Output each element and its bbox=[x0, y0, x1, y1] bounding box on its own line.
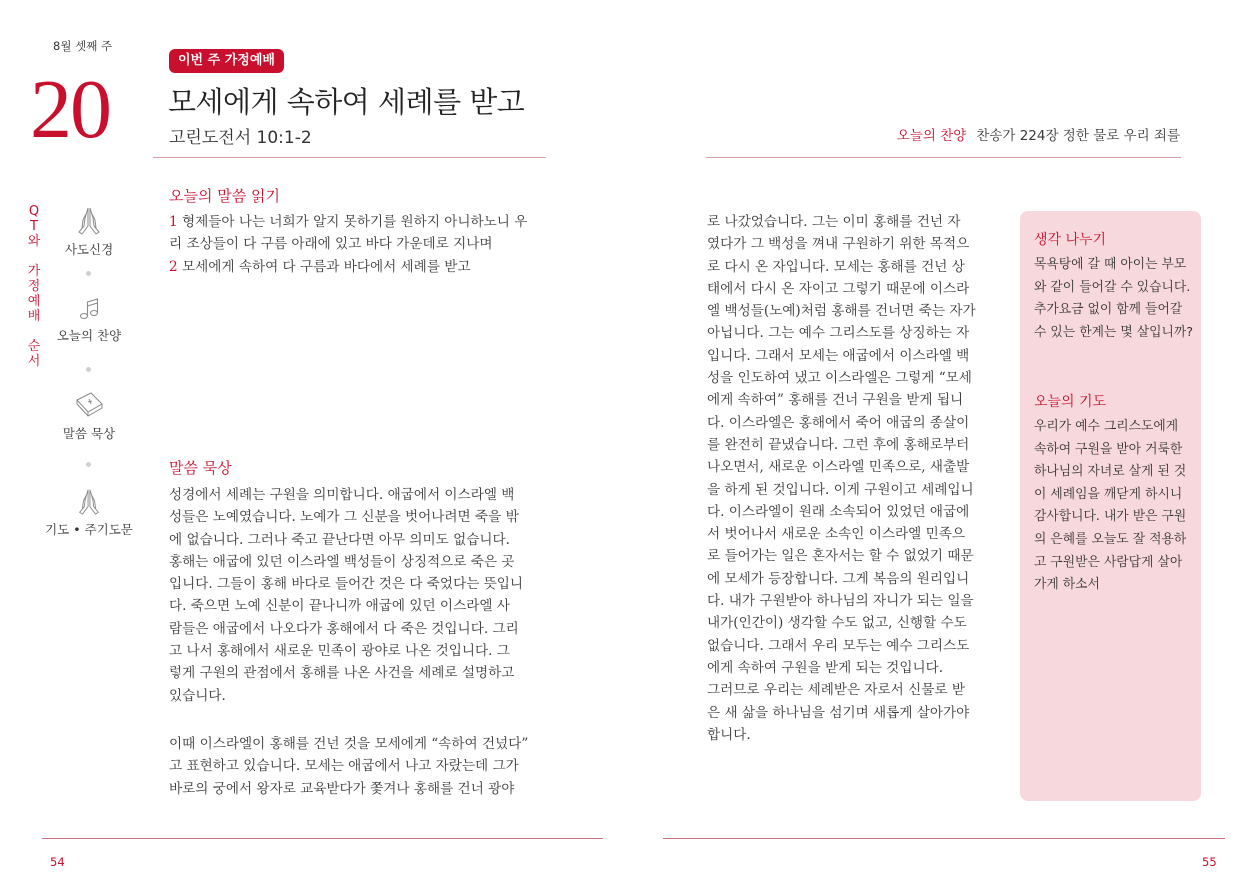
body-line: 엘 백성들(노예)처럼 홍해를 건너면 죽는 자가 bbox=[707, 303, 976, 320]
bible-icon bbox=[73, 390, 105, 420]
body-line: 에게 속하여” 홍해를 건너 구원을 받게 됩니 bbox=[707, 392, 964, 409]
body-line: 아닙니다. 그는 예수 그리스도를 상징하는 자 bbox=[707, 325, 970, 342]
body-line: 에 없습니다. 그러나 죽고 끝난다면 아무 의미도 없습니다. bbox=[169, 531, 510, 548]
scripture-reference: 고린도전서 10:1-2 bbox=[169, 128, 312, 148]
body-line: 서 벗어나서 새로운 소속인 이스라엘 민족으 bbox=[707, 526, 965, 543]
body-line: 다. 이스라엘은 홍해에서 죽어 애굽의 종살이 bbox=[707, 414, 970, 431]
body-line: 그러므로 우리는 세례받은 자로서 신물로 받 bbox=[707, 682, 965, 699]
body-line: 있습니다. bbox=[169, 687, 226, 704]
body-line: 나오면서, 새로운 이스라엘 민족으로, 새출발 bbox=[707, 459, 970, 476]
sidebar-item-label: 오늘의 찬양 bbox=[56, 328, 122, 343]
box-line: 우리가 예수 그리스도에게 bbox=[1034, 419, 1179, 434]
sidebar-item-hymn bbox=[44, 296, 134, 344]
footer-rule-left bbox=[42, 838, 603, 839]
todays-hymn bbox=[897, 124, 1180, 144]
body-line: 입니다. 그들이 홍해 바다로 들어간 것은 다 죽었다는 뜻입니 bbox=[169, 576, 524, 593]
verse-line bbox=[169, 211, 527, 233]
verse-text: 모세에게 속하여 다 구름과 바다에서 세례를 받고 bbox=[177, 258, 471, 275]
page-number-right: 55 bbox=[1202, 855, 1217, 869]
week-label: 8월 셋째 주 bbox=[53, 39, 113, 53]
sidebar-item-label: 사도신경 bbox=[64, 242, 114, 257]
vertical-label-char: 순 bbox=[27, 339, 41, 354]
body-line: 렇게 구원의 관점에서 홍해를 나온 사건을 세례로 설명하고 bbox=[169, 665, 515, 682]
header-rule-right bbox=[706, 157, 1181, 158]
body-line: 로 다시 온 자입니다. 모세는 홍해를 건넌 상 bbox=[707, 258, 965, 275]
meditation-paragraph-1 bbox=[169, 484, 523, 707]
box-line: 속하여 구원을 받아 거룩한 bbox=[1034, 441, 1183, 457]
meditation-heading: 말씀 묵상 bbox=[169, 459, 232, 477]
sidebar-item-prayer bbox=[44, 486, 134, 538]
page-title: 모세에게 속하여 세례를 받고 bbox=[168, 85, 525, 119]
box-line: 이 세례임을 깨닫게 하시니 bbox=[1034, 486, 1183, 502]
box-line: 가게 하소서 bbox=[1034, 577, 1100, 593]
box-line: 수 있는 한계는 몇 살입니까? bbox=[1034, 324, 1194, 340]
verse-number: 2 bbox=[169, 258, 178, 275]
praying-hands-icon bbox=[74, 486, 104, 516]
body-line: 을 하게 된 것입니다. 이게 구원이고 세례입니 bbox=[707, 481, 974, 498]
box-line: 와 같이 들어갈 수 있습니다. bbox=[1034, 279, 1191, 295]
body-line: 에 모세가 등장합니다. 그게 복음의 원리입니 bbox=[707, 570, 970, 587]
sidebar-dot bbox=[86, 367, 91, 372]
praying-hands-icon bbox=[74, 204, 104, 236]
sharing-text bbox=[1034, 254, 1193, 344]
hymn-label: 오늘의 찬양 bbox=[896, 128, 967, 144]
box-line: 하나님의 자녀로 살게 된 것 bbox=[1034, 464, 1187, 480]
body-line: 태에서 다시 온 자이고 그렇기 때문에 이스라 bbox=[707, 280, 970, 297]
sidebar-dot bbox=[86, 271, 91, 276]
sidebar-dot bbox=[86, 462, 91, 467]
body-line: 를 완전히 끝냈습니다. 그런 후에 홍해로부터 bbox=[707, 436, 970, 453]
body-line: 로 나갔었습니다. 그는 이미 홍해를 건넌 자 bbox=[707, 214, 961, 230]
vertical-label-char: 서 bbox=[27, 354, 41, 369]
body-line: 고 나서 홍해에서 새로운 민족이 광야로 나온 것입니다. 그 bbox=[169, 643, 510, 660]
box-line: 목욕탕에 갈 때 아이는 부모 bbox=[1034, 257, 1187, 272]
page-number-left: 54 bbox=[50, 855, 65, 869]
body-line: 바로의 궁에서 왕자로 교육받다가 쫓겨나 홍해를 건너 광야 bbox=[169, 780, 515, 797]
header-rule-left bbox=[153, 157, 546, 158]
body-line: 다. 내가 구원받아 하나님의 자니가 되는 일을 bbox=[707, 593, 974, 610]
vertical-section-label bbox=[27, 204, 41, 369]
body-line: 람들은 애굽에서 나오다가 홍해에서 다 죽은 것입니다. 그리 bbox=[169, 620, 519, 637]
body-line: 입니다. 그래서 모세는 애굽에서 이스라엘 백 bbox=[707, 347, 970, 364]
body-line: 에게 속하여 구원을 받게 되는 것입니다. bbox=[707, 659, 944, 676]
meditation-continued bbox=[707, 211, 976, 746]
body-line: 로 들어가는 일은 혼자서는 할 수 없었기 때문 bbox=[707, 548, 974, 565]
sidebar-item-label: 말씀 묵상 bbox=[62, 426, 116, 441]
reading-verses bbox=[169, 211, 527, 278]
hymn-text: 찬송가 224장 정한 물로 우리 죄를 bbox=[976, 128, 1180, 144]
footer-rule-right bbox=[663, 838, 1225, 839]
prayer-text bbox=[1034, 416, 1186, 597]
vertical-label-char: 가 bbox=[27, 264, 41, 279]
day-number: 20 bbox=[30, 63, 110, 156]
sidebar-item-label: 기도 • 주기도문 bbox=[45, 522, 133, 537]
vertical-label-char: T bbox=[30, 219, 38, 234]
box-line: 고 구원받은 사람답게 살아 bbox=[1034, 554, 1183, 570]
body-line: 이때 이스라엘이 홍해를 건넌 것을 모세에게 “속하여 건넜다” bbox=[169, 736, 529, 752]
box-line: 의 은혜를 오늘도 잘 적용하 bbox=[1034, 531, 1187, 547]
box-line: 추가요금 없이 함께 들어갈 bbox=[1034, 302, 1183, 318]
body-line: 고 표현하고 있습니다. 모세는 애굽에서 나고 자랐는데 그가 bbox=[169, 758, 519, 775]
reading-heading: 오늘의 말씀 읽기 bbox=[169, 187, 280, 205]
verse-line bbox=[169, 256, 527, 278]
sidebar-item-meditation bbox=[44, 390, 134, 442]
prayer-heading: 오늘의 기도 bbox=[1034, 394, 1107, 410]
vertical-label-char: 정 bbox=[27, 279, 41, 294]
body-line: 다. 죽으면 노예 신분이 끝나니까 애굽에 있던 이스라엘 사 bbox=[169, 598, 510, 615]
body-line: 다. 이스라엘이 원래 소속되어 있었던 애굽에 bbox=[707, 503, 970, 520]
meditation-paragraph-2 bbox=[169, 733, 528, 800]
vertical-label-gap bbox=[27, 324, 41, 339]
body-line: 은 새 삶을 하나님을 섬기며 새롭게 살아가야 bbox=[707, 704, 970, 721]
body-line: 내가(인간이) 생각할 수도 없고, 신행할 수도 bbox=[707, 615, 967, 632]
body-line: 홍해는 애굽에 있던 이스라엘 백성들이 상징적으로 죽은 곳 bbox=[169, 553, 515, 570]
vertical-label-char: 배 bbox=[27, 309, 41, 324]
verse-text: 리 조상들이 다 구름 아래에 있고 바다 가운데로 지나며 bbox=[169, 236, 493, 253]
vertical-label-gap bbox=[27, 249, 41, 264]
sharing-heading: 생각 나누기 bbox=[1034, 232, 1107, 248]
body-line: 성경에서 세례는 구원을 의미합니다. 애굽에서 이스라엘 백 bbox=[169, 487, 515, 503]
body-line: 없습니다. 그래서 우리 모두는 예수 그리스도 bbox=[707, 637, 970, 654]
body-line: 합니다. bbox=[707, 726, 751, 743]
box-line: 감사합니다. 내가 받은 구원 bbox=[1034, 509, 1187, 525]
body-line: 였다가 그 백성을 껴내 구원하기 위한 목적으 bbox=[707, 236, 970, 253]
music-note-icon bbox=[77, 296, 101, 322]
vertical-label-char: 예 bbox=[27, 294, 41, 309]
vertical-label-char: Q bbox=[28, 204, 40, 219]
vertical-label-char: 와 bbox=[27, 234, 41, 249]
verse-number: 1 bbox=[169, 214, 178, 230]
body-line: 성을 인도하여 냈고 이스라엘은 그렇게 “모세 bbox=[707, 370, 972, 387]
verse-line bbox=[169, 233, 527, 255]
body-line: 성들은 노예였습니다. 노예가 그 신분을 벗어나려면 죽을 밖 bbox=[169, 509, 519, 526]
verse-text: 형제들아 나는 너희가 알지 못하기를 원하지 아니하노니 우 bbox=[177, 214, 528, 230]
sidebar-item-apostles-creed bbox=[44, 204, 134, 258]
family-worship-badge: 이번 주 가정예배 bbox=[169, 49, 284, 73]
